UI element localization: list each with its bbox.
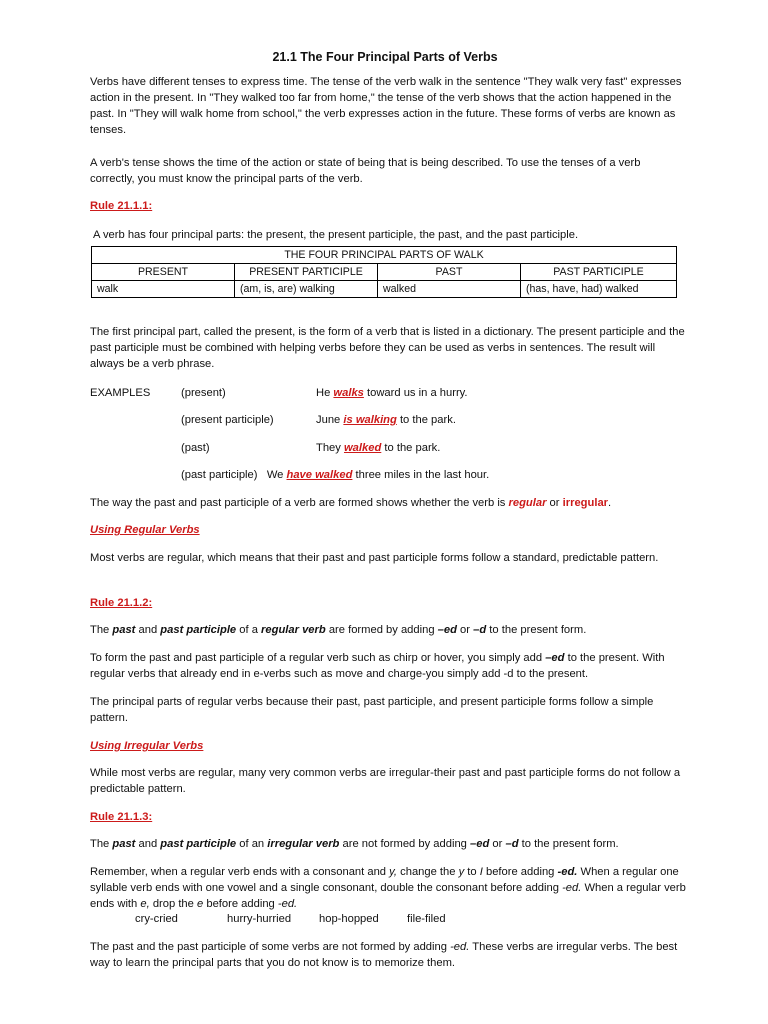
regular-verb-term: regular verb <box>261 624 326 636</box>
text-run: The way the past and past participle of a verb are formed shows whether the verb is <box>90 497 509 509</box>
intro-paragraph-1: Verbs have different tenses to express time. The tense of the verb walk in the sentence "They walk very fast" expresses action in the present. In "They walked too far from home," the tense of the verb shows that the action happened in the past. In "They will walk home from school," the verb expresses action in the future. These forms of verbs are known as tenses. <box>90 76 682 136</box>
example-part-label: (present) <box>181 387 226 399</box>
ed-suffix: –ed <box>545 652 565 664</box>
example-post: toward us in a hurry. <box>363 387 468 399</box>
text-run: before adding <box>482 866 558 878</box>
verb-example: hurry-hurried <box>227 913 292 925</box>
example-row <box>90 385 686 401</box>
regular-verbs-paragraph-1 <box>90 650 686 682</box>
rule-3-heading: Rule 21.1.3: <box>90 811 153 823</box>
irregular-verb-term: irregular verb <box>267 838 340 850</box>
rule-1-text: A verb has four principal parts: the present, the present participle, the past, and the past participle. <box>93 229 579 241</box>
text-run: The <box>90 838 113 850</box>
text-run: to the present form. <box>486 624 587 636</box>
text-run: before adding <box>203 898 278 910</box>
page-title: 21.1 The Four Principal Parts of Verbs <box>272 50 498 64</box>
example-row <box>90 440 686 456</box>
table-cell-past: walked <box>378 281 521 298</box>
using-irregular-verbs-text: While most verbs are regular, many very common verbs are irregular-their past and past participle forms do not follow a predictable pattern. <box>90 767 681 795</box>
table-header-past: PAST <box>378 264 521 281</box>
example-verb: have walked <box>286 469 353 481</box>
past-participle-term: past participle <box>160 624 237 636</box>
example-sentence <box>316 412 456 428</box>
text-run: or <box>456 624 474 636</box>
ed-suffix: –ed <box>470 838 490 850</box>
ed-suffix: –ed <box>437 624 457 636</box>
after-table-paragraph: The first principal part, called the present, is the form of a verb that is listed in a dictionary. The present participle and the past participle must be combined with helping verbs before they can be used as verbs in sentences. The result will always be a verb phrase. <box>90 326 685 370</box>
text-run: and <box>135 624 161 636</box>
table-cell-past-participle: (has, have, had) walked <box>521 281 677 298</box>
letter-y: y <box>458 866 465 878</box>
text-run: to the present form. <box>518 838 619 850</box>
table-row <box>92 281 677 298</box>
example-sentence <box>316 385 468 401</box>
table-header-present: PRESENT <box>92 264 235 281</box>
text-run: When a regular one syllable verb ends with one vowel and a single consonant, double the consonant before adding <box>90 866 679 894</box>
example-verb: is walking <box>343 414 397 426</box>
ed-suffix: -ed. <box>562 882 582 894</box>
text-run: The <box>90 624 113 636</box>
rule-1-heading: Rule 21.1.1: <box>90 200 153 212</box>
letter-y: y, <box>389 866 398 878</box>
example-post: to the park. <box>381 442 441 454</box>
example-pre: We <box>266 469 287 481</box>
example-sentence <box>316 440 440 456</box>
example-pre: June <box>316 414 344 426</box>
example-part-text: (past participle) <box>181 469 258 481</box>
principal-parts-table <box>91 246 677 298</box>
table-cell-present-participle: (am, is, are) walking <box>235 281 378 298</box>
remember-paragraph <box>90 864 686 912</box>
past-term: past <box>112 624 136 636</box>
text-run: drop the <box>149 898 197 910</box>
example-pre: They <box>316 442 344 454</box>
table-caption: THE FOUR PRINCIPAL PARTS OF WALK <box>92 247 677 264</box>
ed-suffix: -ed. <box>450 941 470 953</box>
text-run: of a <box>236 624 262 636</box>
table-cell-present: walk <box>92 281 235 298</box>
rule-2-text <box>90 622 686 638</box>
examples-label: EXAMPLES <box>90 387 151 399</box>
regular-verbs-paragraph-2: The principal parts of regular verbs because their past, past participle, and present participle forms follow a simple pattern. <box>90 696 654 724</box>
letter-i: I <box>479 866 483 878</box>
regular-word: regular <box>508 497 547 509</box>
example-part-label <box>181 467 489 483</box>
example-verb: walks <box>333 387 364 399</box>
text-run: of an <box>236 838 268 850</box>
rule-2-heading: Rule 21.1.2: <box>90 597 153 609</box>
example-post: to the park. <box>396 414 456 426</box>
example-post: three miles in the last hour. <box>352 469 490 481</box>
text-run: are not formed by adding <box>339 838 471 850</box>
rule-3-text <box>90 836 686 852</box>
text-run: The past and the past participle of some verbs are not formed by adding <box>90 941 451 953</box>
example-part-label: (past) <box>181 442 210 454</box>
ed-suffix: -ed. <box>557 866 578 878</box>
letter-e: e, <box>140 898 150 910</box>
letter-e: e <box>197 898 204 910</box>
irregular-word: irregular <box>562 497 609 509</box>
using-regular-verbs-text: Most verbs are regular, which means that their past and past participle forms follow a standard, predictable pattern. <box>90 552 659 564</box>
text-run: to the present. With regular verbs that already end in e-verbs such as move and charge-you simply add -d to the present. <box>90 652 665 680</box>
example-pre: He <box>316 387 334 399</box>
past-term: past <box>112 838 136 850</box>
past-participle-term: past participle <box>160 838 237 850</box>
d-suffix: –d <box>505 838 519 850</box>
verb-example: hop-hopped <box>319 913 379 925</box>
example-part-label: (present participle) <box>181 414 274 426</box>
d-suffix: –d <box>473 624 487 636</box>
text-run: Remember, when a regular verb ends with a consonant and <box>90 866 390 878</box>
table-caption-row <box>92 247 677 264</box>
table-header-past-participle: PAST PARTICIPLE <box>521 264 677 281</box>
text-run: change the <box>397 866 459 878</box>
intro-paragraph-2: A verb's tense shows the time of the action or state of being that is being described. To use the tenses of a verb correctly, you must know the principal parts of the verb. <box>90 157 641 185</box>
text-run: or <box>489 838 506 850</box>
closing-paragraph <box>90 939 686 971</box>
example-row <box>90 412 686 428</box>
using-regular-verbs-heading: Using Regular Verbs <box>90 524 200 536</box>
text-run: . <box>608 497 612 509</box>
text-run: to <box>464 866 480 878</box>
table-header-row <box>92 264 677 281</box>
regular-irregular-sentence <box>90 495 686 511</box>
text-run: To form the past and past participle of a regular verb such as chirp or hover, you simply add <box>90 652 546 664</box>
example-row <box>90 467 686 483</box>
verb-example: file-filed <box>407 913 446 925</box>
verb-example: cry-cried <box>135 913 178 925</box>
using-irregular-verbs-heading: Using Irregular Verbs <box>90 740 204 752</box>
verb-examples-row <box>0 911 768 927</box>
text-run: or <box>546 497 563 509</box>
text-run: These verbs are irregular verbs. The best way to learn the principal parts that you do not know is to memorize them. <box>90 941 678 969</box>
example-verb: walked <box>343 442 382 454</box>
text-run: are formed by adding <box>325 624 438 636</box>
table-header-present-participle: PRESENT PARTICIPLE <box>235 264 378 281</box>
text-run: When a regular verb ends with <box>90 882 686 910</box>
ed-suffix: -ed. <box>277 898 298 910</box>
text-run: and <box>135 838 161 850</box>
